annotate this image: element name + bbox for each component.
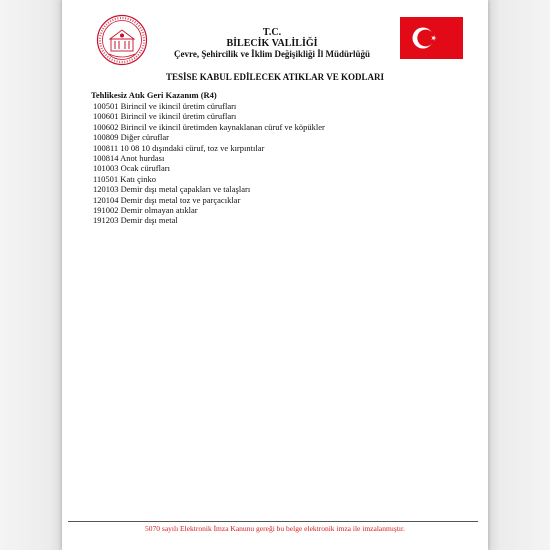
- header-directorate: Çevre, Şehircilik ve İklim Değişikliği İl Müdürlüğü: [174, 49, 370, 59]
- header-governorship: BİLECİK VALİLİĞİ: [226, 38, 318, 49]
- list-item: 100809 Diğer cüruflar: [93, 132, 170, 143]
- list-item: 100602 Birincil ve ikincil üretimden kaynaklanan cüruf ve köpükler: [93, 121, 325, 132]
- waste-code-section: [91, 90, 471, 226]
- footer-divider: [68, 521, 478, 522]
- document-title: TESİSE KABUL EDİLECEK ATIKLAR VE KODLARI: [166, 72, 384, 82]
- list-item: 100601 Birincil ve ikincil üretim cürufları: [93, 111, 237, 122]
- list-item: 191203 Demir dışı metal: [93, 215, 178, 226]
- section-title: Tehlikesiz Atık Geri Kazanım (R4): [91, 90, 217, 100]
- ministry-seal-icon: [96, 14, 148, 66]
- list-item: 101003 Ocak cürufları: [93, 163, 170, 174]
- header-tc: T.C.: [262, 27, 282, 38]
- list-item: 110501 Katı çinko: [93, 173, 156, 184]
- page-background-right: [488, 0, 550, 550]
- document-page: [62, 0, 488, 550]
- e-signature-notice: 5070 sayılı Elektronik İmza Kanunu gereği bu belge elektronik imza ile imzalanmıştır.: [145, 524, 405, 533]
- list-item: 100501 Birincil ve ikincil üretim cürufları: [93, 101, 237, 111]
- list-item: 100814 Anot hurdası: [93, 153, 165, 164]
- list-item: 100811 10 08 10 dışındaki cüruf, toz ve kırpıntılar: [93, 142, 265, 153]
- waste-code-list: [91, 101, 471, 226]
- list-item: 120104 Demir dışı metal toz ve parçacıklar: [93, 194, 241, 205]
- list-item: 191002 Demir olmayan atıklar: [93, 205, 198, 216]
- turkish-flag-icon: [400, 17, 463, 59]
- list-item: 120103 Demir dışı metal çapakları ve talaşları: [93, 184, 251, 195]
- document-header: [152, 28, 392, 60]
- page-background-left: [0, 0, 62, 550]
